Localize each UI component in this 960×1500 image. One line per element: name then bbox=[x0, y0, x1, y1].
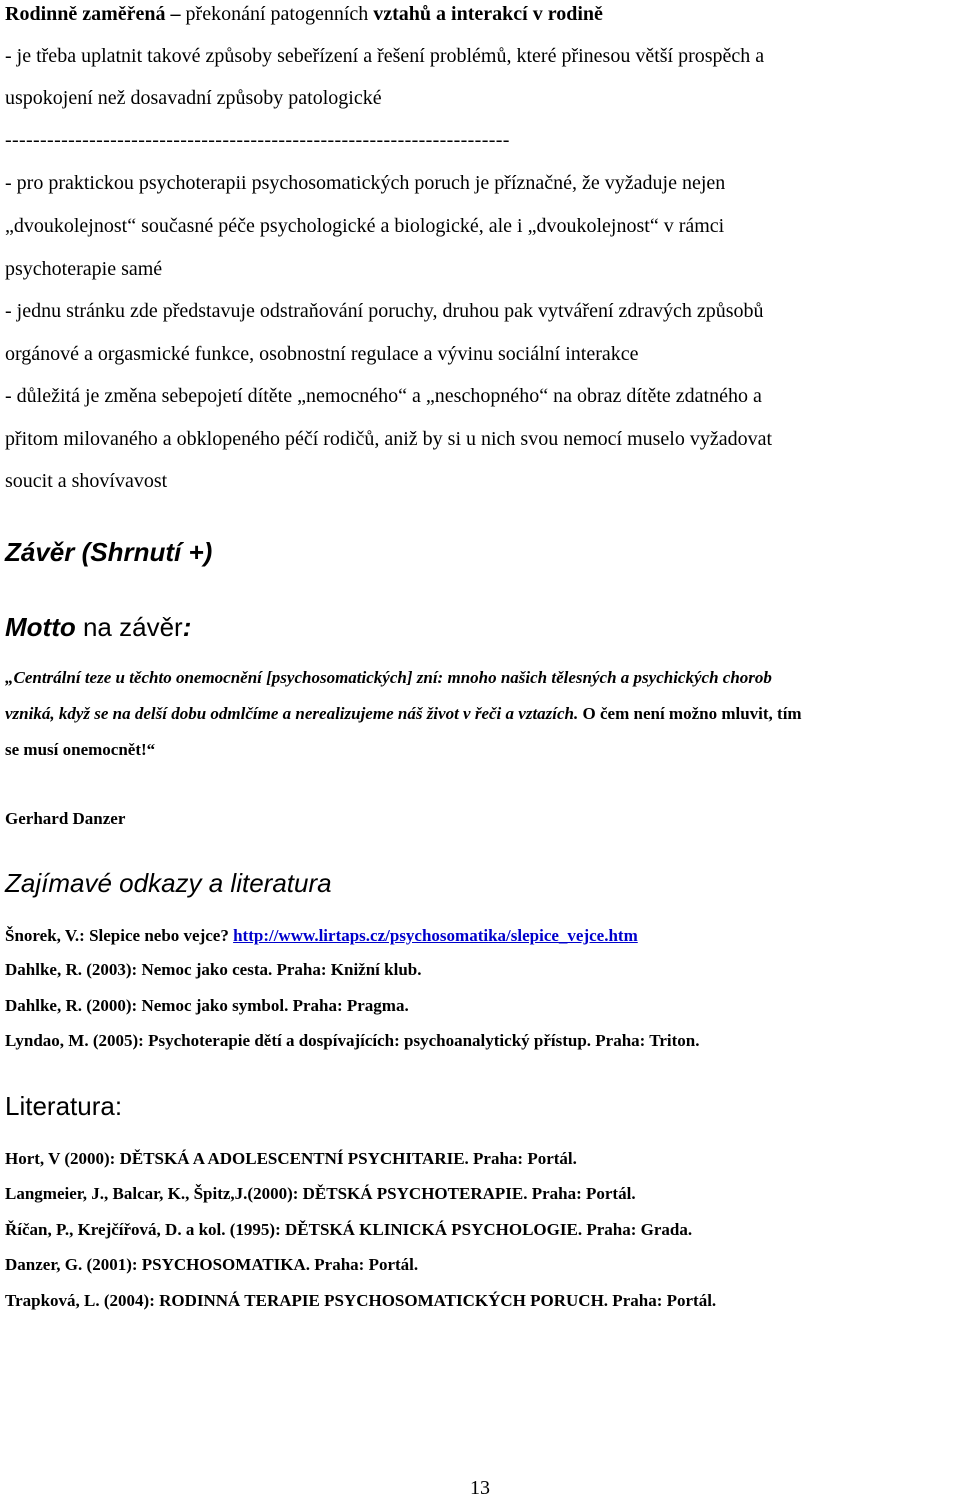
motto-colon: : bbox=[182, 612, 192, 642]
links-item-text: Šnorek, V.: Slepice nebo vejce? bbox=[5, 926, 234, 945]
links-item bbox=[5, 925, 638, 947]
literature-item: Hort, V (2000): DĚTSKÁ A ADOLESCENTNÍ PSYCHITARIE. Praha: Portál. bbox=[5, 1149, 577, 1168]
title-plain-part: překonání patogenních bbox=[180, 3, 374, 25]
quote-line-2 bbox=[5, 703, 802, 725]
paragraph-line-5: orgánové a orgasmické funkce, osobnostní regulace a vývinu sociální interakce bbox=[5, 343, 639, 365]
quote-line-2-part-a: vzniká, když se na delší dobu odmlčíme a nerealizujeme náš život v řeči a vztazích. bbox=[5, 704, 579, 723]
paragraph-line-7: přitom milovaného a obklopeného péčí rodičů, aniž by si u nich svou nemocí muselo vyžadovat bbox=[5, 428, 773, 450]
quote-line-1: „Centrální teze u těchto onemocnění [psychosomatických] zní: mnoho našich tělesných a psychických chorob bbox=[5, 668, 772, 687]
literature-item: Trapková, L. (2004): RODINNÁ TERAPIE PSYCHOSOMATICKÝCH PORUCH. Praha: Portál. bbox=[5, 1291, 717, 1310]
paragraph-line-8: soucit a shovívavost bbox=[5, 470, 168, 492]
motto-bold-word: Motto bbox=[5, 612, 76, 642]
quote-author: Gerhard Danzer bbox=[5, 809, 126, 828]
literature-item: Říčan, P., Krejčířová, D. a kol. (1995): DĚTSKÁ KLINICKÁ PSYCHOLOGIE. Praha: Grada. bbox=[5, 1220, 693, 1239]
title-bold-part: Rodinně zaměřená – bbox=[5, 3, 181, 25]
dashed-separator: ------------------------------------------------------------------------ bbox=[5, 129, 510, 151]
paragraph-line-4: - jednu stránku zde představuje odstraňování poruchy, druhou pak vytváření zdravých způsobů bbox=[5, 300, 764, 322]
reference-link[interactable]: http://www.lirtaps.cz/psychosomatika/slepice_vejce.htm bbox=[233, 926, 638, 945]
motto-rest: na závěr bbox=[75, 612, 183, 642]
section-title-line bbox=[5, 2, 603, 26]
page-number: 13 bbox=[470, 1477, 490, 1499]
paragraph-line-6: - důležitá je změna sebepojetí dítěte „nemocného“ a „neschopného“ na obraz dítěte zdatného a bbox=[5, 385, 762, 407]
title-bold-part-2: vztahů a interakcí v rodině bbox=[373, 3, 603, 25]
quote-line-3: se musí onemocnět!“ bbox=[5, 740, 156, 759]
literature-heading: Literatura: bbox=[5, 1091, 123, 1121]
links-item: Dahlke, R. (2000): Nemoc jako symbol. Praha: Pragma. bbox=[5, 996, 409, 1015]
paragraph-line-3: psychoterapie samé bbox=[5, 258, 163, 280]
links-heading: Zajímavé odkazy a literatura bbox=[5, 868, 332, 898]
quote-line-2-part-b: O čem není možno mluvit, tím bbox=[578, 704, 802, 723]
literature-item: Danzer, G. (2001): PSYCHOSOMATIKA. Praha: Portál. bbox=[5, 1255, 419, 1274]
paragraph-line-2: „dvoukolejnost“ současné péče psychologické a biologické, ale i „dvoukolejnost“ v rámci bbox=[5, 215, 725, 237]
literature-item: Langmeier, J., Balcar, K., Špitz,J.(2000): DĚTSKÁ PSYCHOTERAPIE. Praha: Portál. bbox=[5, 1184, 636, 1203]
intro-line-2: - je třeba uplatnit takové způsoby sebeřízení a řešení problémů, které přinesou větší prospěch a bbox=[5, 45, 765, 67]
conclusion-heading: Závěr (Shrnutí +) bbox=[5, 537, 213, 567]
motto-heading bbox=[5, 611, 191, 644]
links-item: Dahlke, R. (2003): Nemoc jako cesta. Praha: Knižní klub. bbox=[5, 960, 422, 979]
links-item: Lyndao, M. (2005): Psychoterapie dětí a dospívajících: psychoanalytický přístup. Praha: Triton. bbox=[5, 1031, 700, 1050]
paragraph-line-1: - pro praktickou psychoterapii psychosomatických poruch je příznačné, že vyžaduje nejen bbox=[5, 172, 726, 194]
intro-line-3: uspokojení než dosavadní způsoby patologické bbox=[5, 87, 382, 109]
